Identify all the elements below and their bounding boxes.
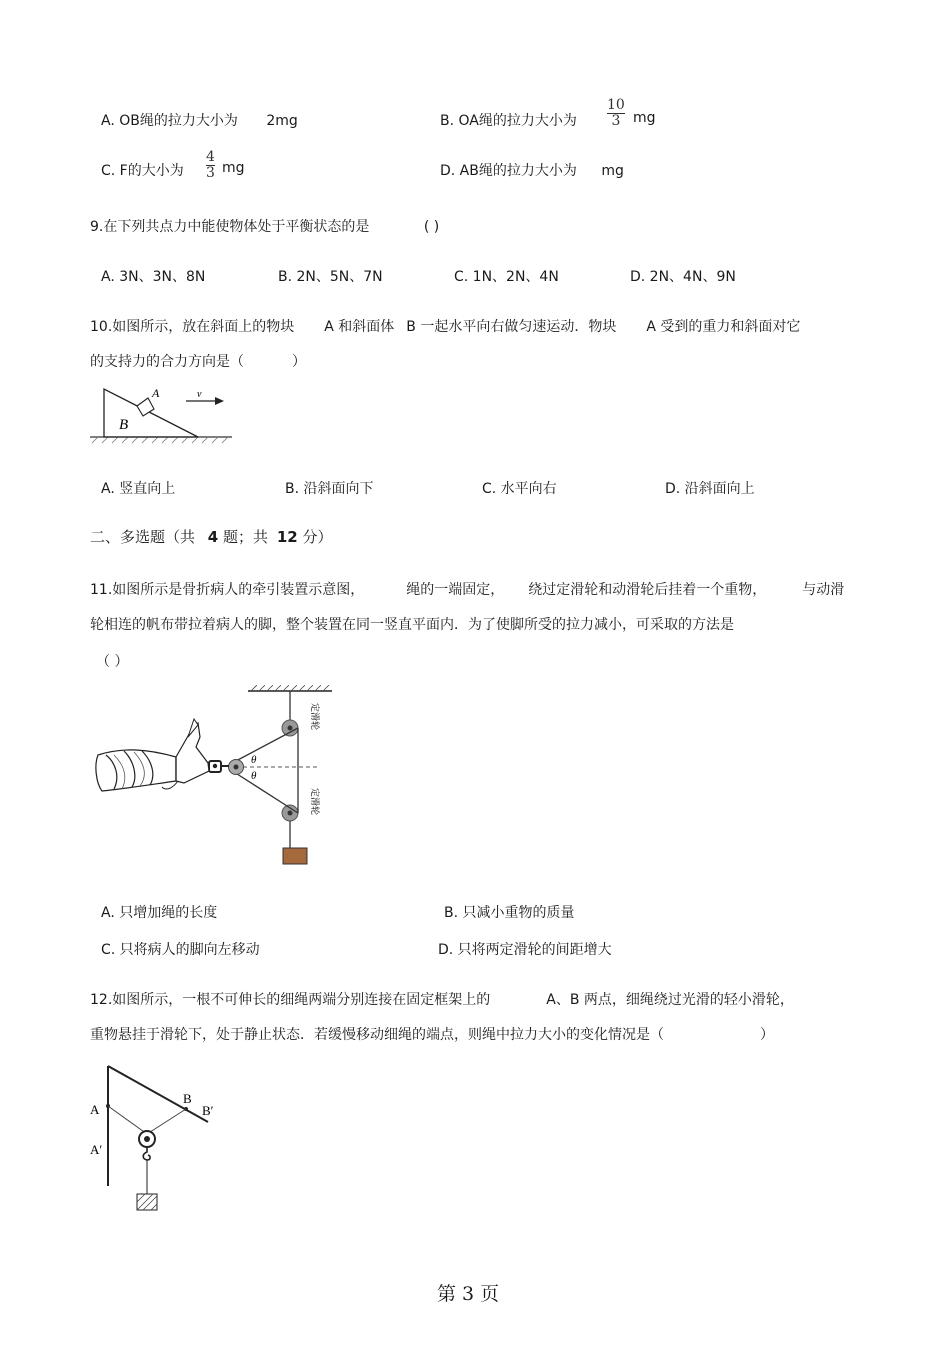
q8-option-a-text: A. OB绳的拉力大小为 — [101, 113, 238, 129]
q12-stem-part: A、B 两点，细绳绕过光滑的轻小滑轮， — [546, 992, 794, 1008]
q11-stem-part: 11.如图所示是骨折病人的牵引装置示意图， — [90, 582, 365, 598]
fraction-denominator: 3 — [206, 165, 215, 181]
q11-option-d: D. 只将两定滑轮的间距增大 — [438, 942, 612, 958]
page-number: 第 3 页 — [437, 1283, 500, 1305]
label-theta-lower: θ — [251, 770, 257, 782]
label-velocity: v — [197, 389, 202, 400]
q10-stem-part: A 受到的重力和斜面对它 — [646, 319, 801, 335]
q10-option-d: D. 沿斜面向上 — [665, 481, 755, 497]
q8-option-c-unit: mg — [222, 160, 245, 176]
label-theta-upper: θ — [251, 754, 257, 766]
q10-stem-part: 10.如图所示，放在斜面上的物块 — [90, 319, 295, 335]
q12-frame-figure — [86, 1060, 226, 1215]
q12-stem-part: ） — [760, 1027, 774, 1043]
label-bottom-pulley: 定滑轮 — [310, 788, 320, 816]
q9-answer-paren: ( ) — [423, 219, 440, 235]
hanging-weight — [283, 848, 307, 864]
q12-stem-part: 12.如图所示，一根不可伸长的细绳两端分别连接在固定框架上的 — [90, 992, 491, 1008]
q10-stem-part: ） — [292, 354, 306, 370]
section-title-part: 分） — [302, 528, 333, 546]
q10-stem-part: B 一起水平向右做匀速运动．物块 — [406, 319, 617, 335]
q8-option-b-unit: mg — [633, 110, 656, 126]
q11-stem-part: 与动滑 — [802, 582, 845, 598]
q9-option-b: B. 2N、5N、7N — [278, 269, 383, 285]
q10-incline-figure — [88, 383, 238, 445]
q11-stem-part: 绕过定滑轮和动滑轮后挂着一个重物， — [528, 582, 767, 598]
q11-stem-line2: 轮相连的帆布带拉着病人的脚，整个装置在同一竖直平面内．为了使脚所受的拉力减小，可采取的方法是 — [90, 617, 734, 633]
q8-option-b-text: B. OA绳的拉力大小为 — [440, 113, 577, 129]
q9-stem-text: 9.在下列共点力中能使物体处于平衡状态的是 — [90, 219, 370, 235]
q10-stem-line2 — [90, 351, 306, 371]
patient-leg — [96, 719, 209, 791]
q11-option-c: C. 只将病人的脚向左移动 — [101, 942, 260, 958]
q11-traction-figure — [88, 685, 338, 870]
q9-option-c: C. 1N、2N、4N — [454, 269, 559, 285]
q11-option-b: B. 只减小重物的质量 — [444, 905, 575, 921]
fraction-numerator: 10 — [607, 97, 625, 113]
q8-option-c-fraction — [206, 150, 215, 181]
fraction-denominator: 3 — [611, 113, 621, 129]
label-incline-b: B — [119, 417, 129, 433]
q10-option-a: A. 竖直向上 — [101, 481, 176, 497]
label-top-pulley: 定滑轮 — [310, 703, 320, 731]
q8-option-d-text: D. AB绳的拉力大小为 — [440, 163, 577, 179]
q12-stem-line1 — [90, 989, 794, 1009]
label-block-a: A — [152, 386, 160, 400]
q8-option-c-text: C. F的大小为 — [101, 163, 184, 179]
label-point-b-prime: B′ — [202, 1103, 214, 1118]
section-title-part: 二、多选题（共 — [90, 528, 196, 546]
q10-option-c: C. 水平向右 — [482, 481, 557, 497]
q8-option-d-value: mg — [601, 163, 624, 179]
q11-option-a: A. 只增加绳的长度 — [101, 905, 218, 921]
q10-stem-line1 — [90, 316, 800, 336]
hanging-weight-box — [137, 1194, 157, 1210]
section-title-part: 题；共 — [223, 528, 269, 546]
label-point-b: B — [183, 1091, 192, 1106]
velocity-arrow-icon — [215, 397, 224, 405]
q12-stem-part: 重物悬挂于滑轮下，处于静止状态．若缓慢移动细绳的端点，则绳中拉力大小的变化情况是（ — [90, 1027, 664, 1043]
section-question-count: 4 — [207, 528, 219, 546]
q8-option-a — [101, 110, 298, 130]
q9-option-a: A. 3N、3N、8N — [101, 269, 206, 285]
section-2-title — [90, 526, 332, 547]
label-point-a-prime: A′ — [90, 1142, 103, 1157]
q11-stem-part: 绳的一端固定， — [406, 582, 505, 598]
q12-stem-line2 — [90, 1024, 774, 1044]
label-point-a: A — [90, 1102, 100, 1117]
q9-option-d: D. 2N、4N、9N — [630, 269, 736, 285]
q9-stem — [90, 216, 439, 236]
q8-option-a-value: 2mg — [266, 113, 298, 129]
q11-stem-line1 — [90, 579, 844, 599]
fraction-numerator: 4 — [206, 149, 215, 165]
q8-option-b — [440, 110, 577, 130]
q8-option-c — [101, 160, 184, 180]
q10-option-b: B. 沿斜面向下 — [285, 481, 374, 497]
q10-stem-part: 的支持力的合力方向是（ — [90, 354, 244, 370]
q10-stem-part: A 和斜面体 — [324, 319, 395, 335]
section-score: 12 — [276, 528, 298, 546]
q8-option-d — [440, 160, 624, 180]
q11-answer-paren: （ ） — [96, 654, 129, 670]
q8-option-b-fraction — [607, 98, 625, 129]
